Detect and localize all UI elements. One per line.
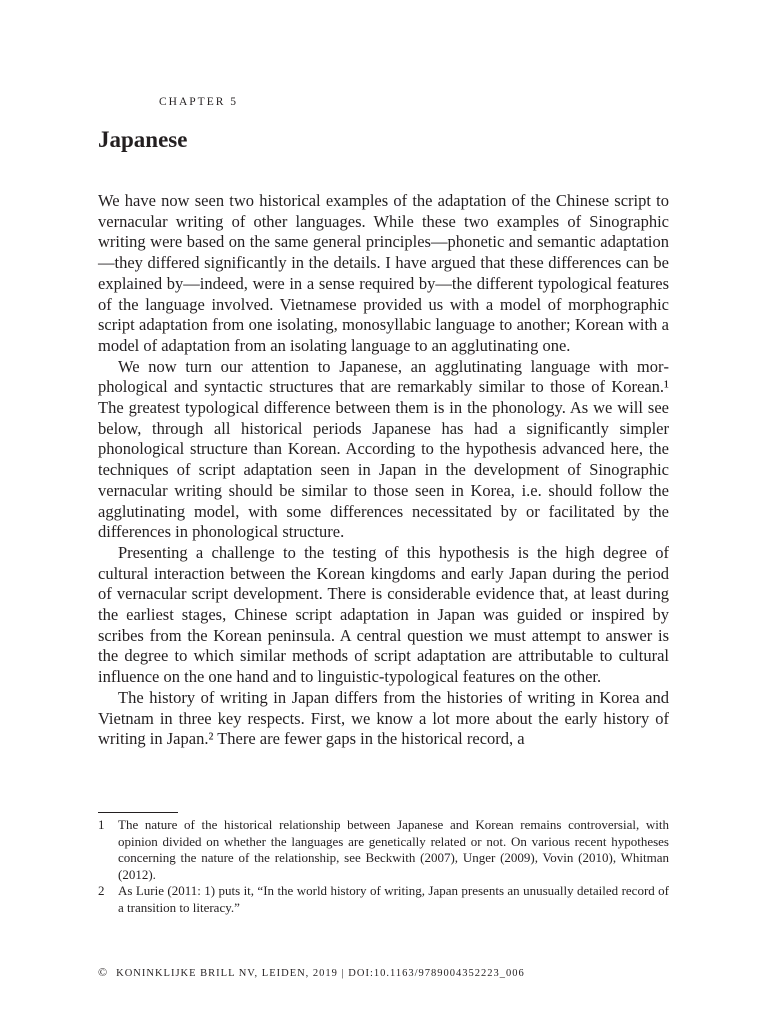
footnote-2 (98, 883, 669, 916)
footnote-separator (98, 812, 178, 813)
body-text (98, 191, 669, 750)
paragraph-3: Presenting a challenge to the testing of this hypothesis is the high degree of cultural interaction between the Korean kingdoms and early Japan during the period of vernacular script development. There is considerable evidence that, at least during the earliest stages, Chinese script adaptation in Japan was guided or inspired by scribes from the Korean peninsula. A central question we must attempt to answer is the degree to which similar methods of script adaptation are attributable to cultural influence on the one hand and to linguistic-typological features on the other. (98, 542, 669, 687)
footnote-text: As Lurie (2011: 1) puts it, “In the world history of writing, Japan presents an unusually detailed record of a transition to literacy.” (118, 883, 669, 915)
footnote-text: The nature of the historical relationship between Japanese and Korean remains controversial, with opinion divided on whether the languages are genetically related or not. On various recent hypotheses concerning the nature of the relationship, see Beckwith (2007), Unger (2009), Vovin (2010), Whitman (2012). (118, 817, 669, 882)
footer-text: KONINKLIJKE BRILL NV, LEIDEN, 2019 | DOI:10.1163/9789004352223_006 (116, 968, 525, 979)
copyright-icon: © (98, 965, 109, 979)
footnote-number: 2 (98, 883, 105, 899)
paragraph-1: We have now seen two historical examples of the adaptation of the Chinese script to vernacular writing of other languages. While these two examples of Sinographic writing were based on the same general principles—phonetic and semantic adaptation—they differed significantly in the details. I have argued that these differences can be explained by—indeed, were in a sense required by—the different typological features of the language involved. Vietnamese provided us with a model of morphographic script adaptation from one isolating, monosyllabic language to another; Korean with a model of adaptation from an isolating language to an agglutinating one. (98, 191, 669, 355)
footnotes (98, 817, 669, 917)
page-footer (98, 965, 525, 981)
paragraph-4: The history of writing in Japan differs from the histories of writing in Korea and Vietnam in three key respects. First, we know a lot more about the early history of writing in Japan.² There are fewer gaps in the historical record, a (98, 687, 669, 749)
footnote-number: 1 (98, 817, 105, 832)
footnote-1 (98, 817, 669, 883)
paragraph-2: We now turn our attention to Japanese, an agglutinating language with morphological and syntactic structures that are remarkably similar to those of Korean.¹ The greatest typological difference between them is in the phonology. As we will see below, through all historical periods Japanese has had a significantly simpler phonological structure than Korean. According to the hypothesis advanced here, the techniques of script adaptation seen in Japan in the development of Sinographic vernacular writing should be similar to those seen in Korea, i.e. should follow the agglutinating model, with some differences necessitated by or facilitated by the differences in phonological structure. (98, 356, 669, 542)
chapter-title: Japanese (98, 127, 188, 152)
chapter-label: CHAPTER 5 (159, 96, 239, 108)
